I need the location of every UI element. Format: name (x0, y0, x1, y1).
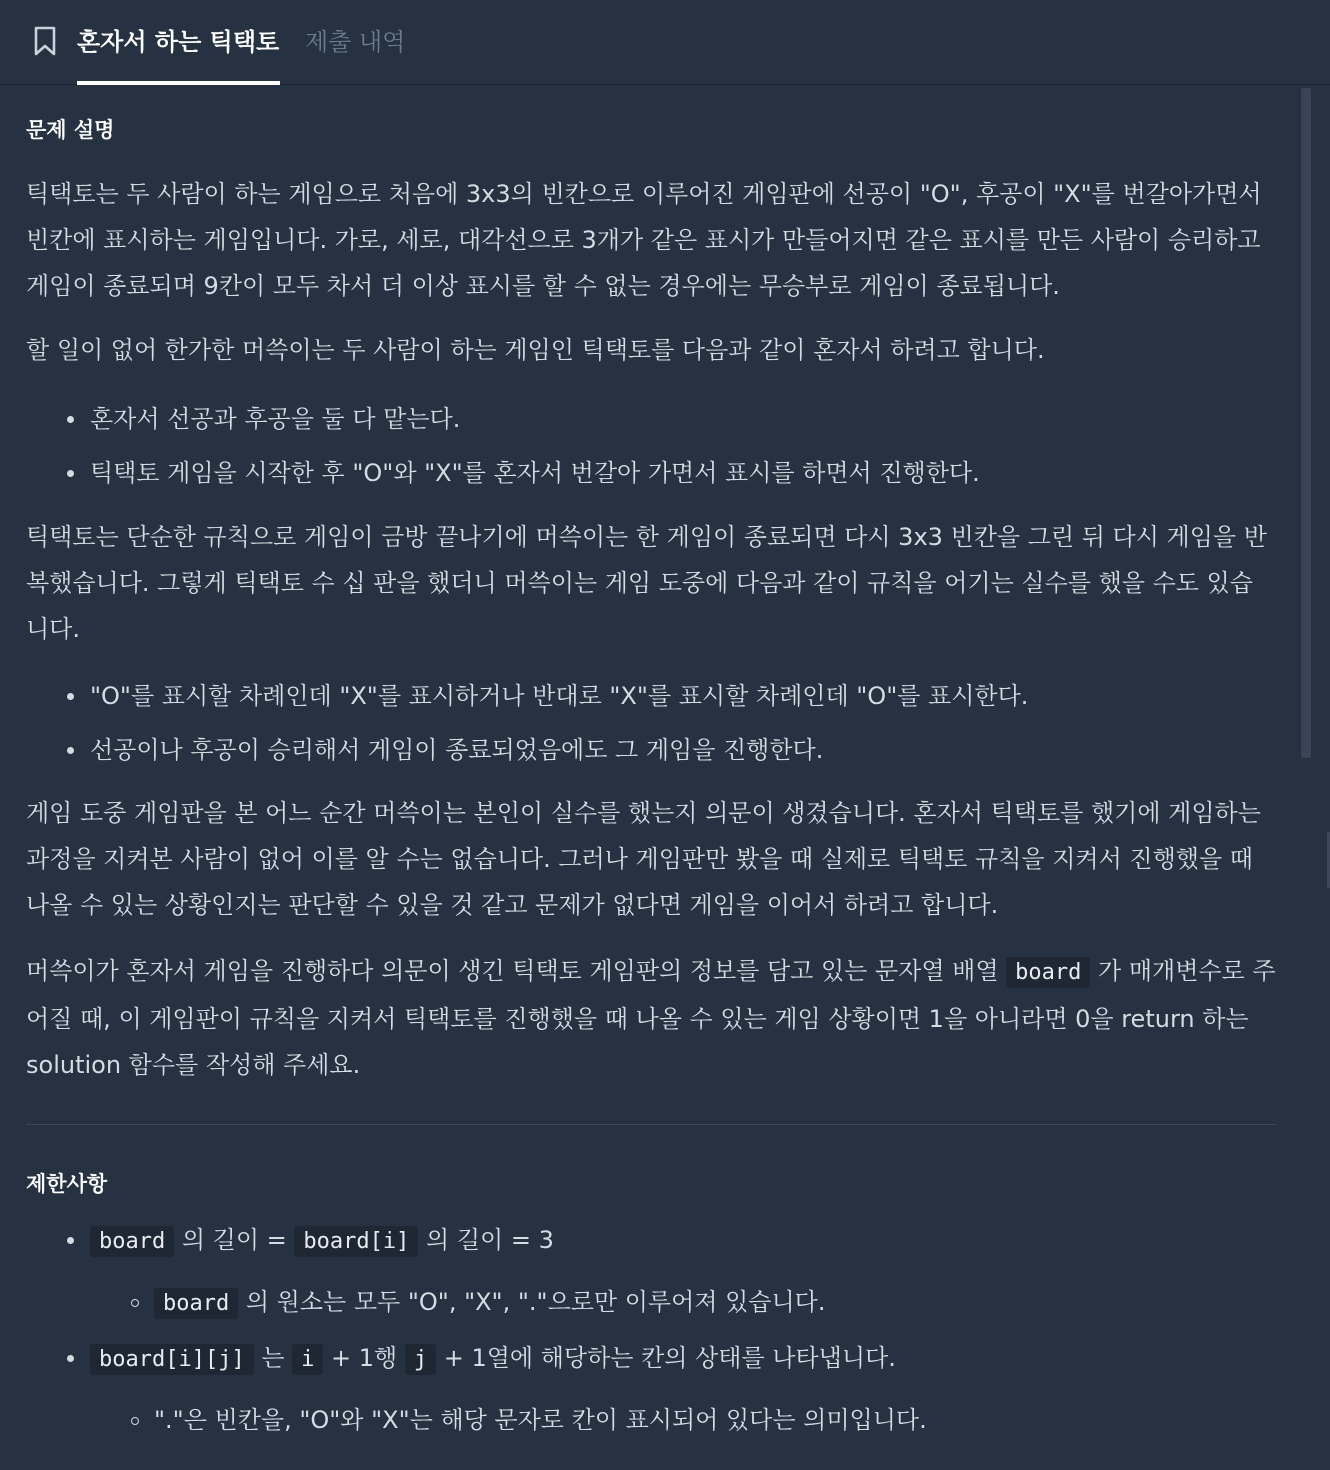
paragraph-question: 게임 도중 게임판을 본 어느 순간 머쓱이는 본인이 실수를 했는지 의문이 생겼습니다. 혼자서 틱택토를 했기에 게임하는 과정을 지켜본 사람이 없어 이를 알 수는 없습니다. 그러나 게임판만 봤을 때 실제로 틱택토 규칙을 지켜서 진행했을 때 나올 수 있는 상황인지는 판단할 수 있을 것 같고 문제가 없다면 게임을 이어서 하려고 합니다. (26, 799, 1261, 919)
constraint-text: 의 길이 = (174, 1226, 295, 1254)
code-board: board (1006, 957, 1090, 988)
constraint-item (66, 1217, 1266, 1265)
list-item: 틱택토 게임을 시작한 후 "O"와 "X"를 혼자서 번갈아 가면서 표시를 하면서 진행한다. (66, 450, 1266, 496)
paragraph-situation: 할 일이 없어 한가한 머쓱이는 두 사람이 하는 게임인 틱택토를 다음과 같이 혼자서 하려고 합니다. (26, 336, 1045, 364)
constraint-text: 의 원소는 모두 "O", "X", "."으로만 이루어져 있습니다. (238, 1288, 826, 1316)
code-i: i (292, 1344, 323, 1375)
task-text: 머쓱이가 혼자서 게임을 진행하다 의문이 생긴 틱택토 게임판의 정보를 담고 있는 문자열 배열 (26, 957, 1007, 985)
constraint-text: 의 길이 = 3 (418, 1226, 554, 1254)
constraint-text: + 1행 (323, 1344, 405, 1372)
section-divider (26, 1124, 1276, 1125)
list-item: 혼자서 선공과 후공을 둘 다 맡는다. (66, 396, 1266, 442)
problem-heading: 문제 설명 (26, 118, 115, 142)
code-board-i-j: board[i][j] (90, 1344, 254, 1375)
active-tab-indicator (77, 81, 280, 85)
tab-problem[interactable]: 혼자서 하는 틱택토 (77, 28, 280, 56)
scrollbar-thumb[interactable] (1301, 88, 1311, 758)
tab-submissions[interactable]: 제출 내역 (305, 28, 406, 56)
constraint-item (66, 1335, 1266, 1383)
code-board: board (154, 1288, 238, 1319)
problem-content (26, 86, 1276, 1470)
constraint-subitem (130, 1279, 1266, 1327)
paragraph-intro: 틱택토는 두 사람이 하는 게임으로 처음에 3x3의 빈칸으로 이루어진 게임판에 선공이 "O", 후공이 "X"를 번갈아가면서 빈칸에 표시하는 게임입니다. 가로, 세로, 대각선으로 3개가 같은 표시가 만들어지면 같은 표시를 만든 사람이 승리하고 게임이 종료되며 9칸이 모두 차서 더 이상 표시를 할 수 없는 경우에는 무승부로 게임이 종료됩니다. (26, 180, 1262, 300)
list-item: 선공이나 후공이 승리해서 게임이 종료되었음에도 그 게임을 진행한다. (66, 727, 1266, 773)
code-j: j (405, 1344, 436, 1375)
paragraph-mistakes: 틱택토는 단순한 규칙으로 게임이 금방 끝나기에 머쓱이는 한 게임이 종료되면 다시 3x3 빈칸을 그린 뒤 다시 게임을 반복했습니다. 그렇게 틱택토 수 십 판을 했더니 머쓱이는 게임 도중에 다음과 같이 규칙을 어기는 실수를 했을 수도 있습니다. (26, 523, 1267, 643)
tab-bar (0, 0, 1330, 85)
code-board-i: board[i] (294, 1226, 418, 1257)
paragraph-task (26, 948, 1276, 1088)
constraint-text: + 1열에 해당하는 칸의 상태를 나타냅니다. (436, 1344, 896, 1372)
constraints-heading: 제한사항 (26, 1172, 108, 1196)
constraints-list (66, 1217, 1266, 1443)
rules-list (66, 396, 1266, 496)
task-text: 가 매개변수로 주어질 때, 이 게임판이 규칙을 지켜서 틱택토를 진행했을 때 나올 수 있는 게임 상황이면 1을 아니라면 0을 return 하는 solution 함수를 작성해 주세요. (26, 957, 1276, 1079)
constraint-text: 는 (253, 1344, 293, 1372)
mistakes-list (66, 673, 1266, 773)
bookmark-icon[interactable] (33, 26, 57, 56)
code-board: board (90, 1226, 174, 1257)
list-item: "O"를 표시할 차례인데 "X"를 표시하거나 반대로 "X"를 표시할 차례인데 "O"를 표시한다. (66, 673, 1266, 719)
constraint-subitem: "."은 빈칸을, "O"와 "X"는 해당 문자로 칸이 표시되어 있다는 의미입니다. (130, 1397, 1266, 1443)
